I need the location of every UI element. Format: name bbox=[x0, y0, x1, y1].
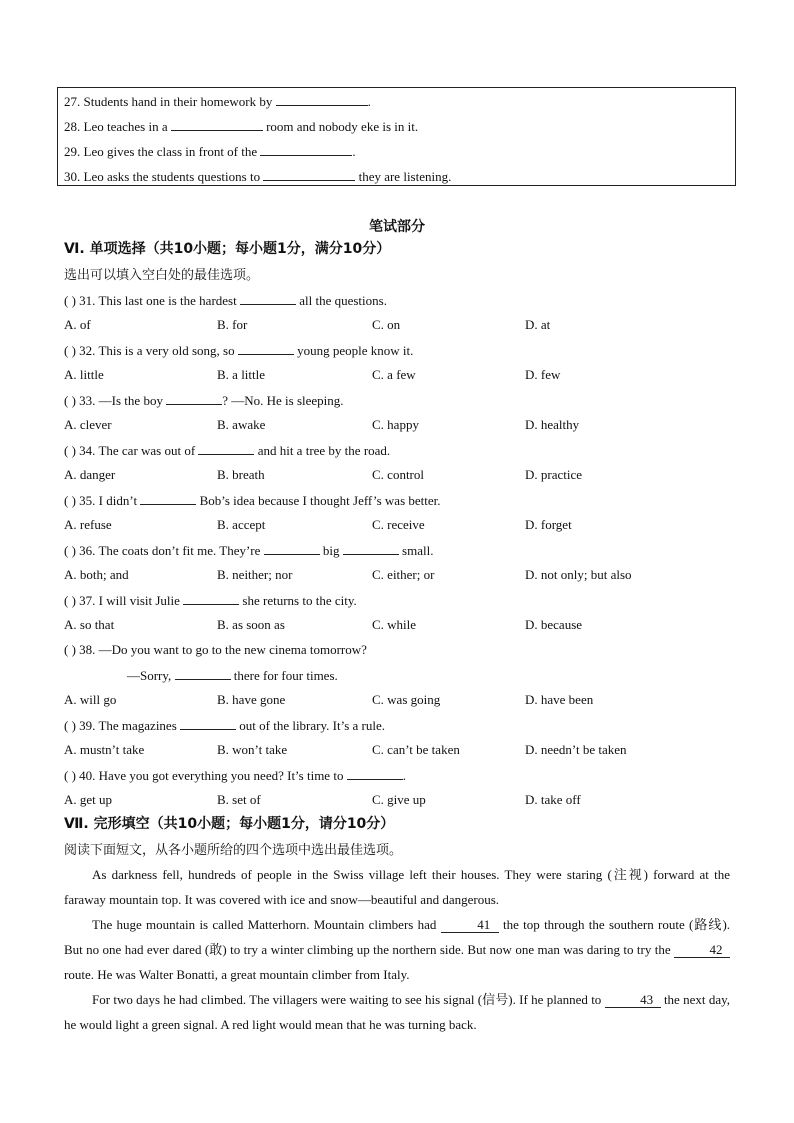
question-37: ( ) 37. I will visit Julie she returns to the city. bbox=[64, 593, 357, 608]
option-d[interactable]: D. because bbox=[525, 617, 583, 632]
option-c[interactable]: C. was going bbox=[372, 692, 441, 707]
option-a[interactable]: A. mustn’t take bbox=[64, 742, 145, 757]
answer-blank[interactable] bbox=[180, 716, 236, 730]
answer-blank[interactable] bbox=[175, 666, 231, 680]
answer-blank[interactable] bbox=[260, 142, 352, 156]
option-d[interactable]: D. healthy bbox=[525, 417, 580, 432]
option-d[interactable]: D. few bbox=[525, 367, 561, 382]
option-a[interactable]: A. little bbox=[64, 367, 104, 382]
option-b[interactable]: B. neither; nor bbox=[217, 567, 293, 582]
question-27: 27. Students hand in their homework by . bbox=[64, 94, 371, 109]
option-b[interactable]: B. have gone bbox=[217, 692, 286, 707]
question-36: ( ) 36. The coats don’t fit me. They’re big small. bbox=[64, 543, 434, 558]
option-b[interactable]: B. breath bbox=[217, 467, 265, 482]
option-a[interactable]: A. will go bbox=[64, 692, 117, 707]
option-c[interactable]: C. on bbox=[372, 317, 401, 332]
cloze-blank-42[interactable]: 42 bbox=[674, 943, 730, 958]
question-35: ( ) 35. I didn’t Bob’s idea because I thought Jeff’s was better. bbox=[64, 493, 441, 508]
option-a[interactable]: A. so that bbox=[64, 617, 115, 632]
answer-blank[interactable] bbox=[171, 117, 263, 131]
option-a[interactable]: A. get up bbox=[64, 792, 113, 807]
option-b[interactable]: B. as soon as bbox=[217, 617, 285, 632]
option-a[interactable]: A. refuse bbox=[64, 517, 112, 532]
question-38: ( ) 38. —Do you want to go to the new cinema tomorrow? bbox=[64, 642, 367, 657]
option-a[interactable]: A. clever bbox=[64, 417, 112, 432]
option-d[interactable]: D. not only; but also bbox=[525, 567, 632, 582]
passage-paragraph-3: For two days he had climbed. The villagers were waiting to see his signal (信号). If he planned to 43 the next day, he would light a green signal. A red light would mean that he was turning back. bbox=[64, 992, 730, 1032]
question-29: 29. Leo gives the class in front of the . bbox=[64, 144, 356, 159]
answer-blank[interactable] bbox=[240, 291, 296, 305]
written-section-heading: 笔试部分 bbox=[369, 219, 425, 235]
option-c[interactable]: C. receive bbox=[372, 517, 425, 532]
answer-blank[interactable] bbox=[183, 591, 239, 605]
option-c[interactable]: C. either; or bbox=[372, 567, 435, 582]
option-b[interactable]: B. accept bbox=[217, 517, 266, 532]
cloze-blank-43[interactable]: 43 bbox=[605, 993, 661, 1008]
question-40: ( ) 40. Have you got everything you need? It’s time to . bbox=[64, 768, 406, 783]
question-30: 30. Leo asks the students questions to they are listening. bbox=[64, 169, 452, 184]
question-32: ( ) 32. This is a very old song, so young people know it. bbox=[64, 343, 414, 358]
section-6-title: Ⅵ. 单项选择（共10小题；每小题1分，满分10分） bbox=[64, 241, 391, 257]
option-a[interactable]: A. of bbox=[64, 317, 91, 332]
listening-answer-box bbox=[57, 87, 736, 186]
option-a[interactable]: A. both; and bbox=[64, 567, 129, 582]
answer-blank[interactable] bbox=[276, 92, 368, 106]
option-c[interactable]: C. control bbox=[372, 467, 424, 482]
option-b[interactable]: B. set of bbox=[217, 792, 261, 807]
answer-blank[interactable] bbox=[263, 167, 355, 181]
option-b[interactable]: B. for bbox=[217, 317, 248, 332]
option-c[interactable]: C. give up bbox=[372, 792, 426, 807]
section-6-instruction: 选出可以填入空白处的最佳选项。 bbox=[64, 267, 260, 282]
answer-blank[interactable] bbox=[238, 341, 294, 355]
option-c[interactable]: C. a few bbox=[372, 367, 416, 382]
option-c[interactable]: C. while bbox=[372, 617, 417, 632]
option-d[interactable]: D. practice bbox=[525, 467, 583, 482]
cloze-blank-41[interactable]: 41 bbox=[441, 918, 499, 933]
option-c[interactable]: C. happy bbox=[372, 417, 419, 432]
question-39: ( ) 39. The magazines out of the library. It’s a rule. bbox=[64, 718, 385, 733]
answer-blank[interactable] bbox=[166, 391, 222, 405]
option-b[interactable]: B. a little bbox=[217, 367, 266, 382]
passage-paragraph-2: The huge mountain is called Matterhorn. Mountain climbers had 41 the top through the southern route (路线). But no one had ever dared (敢) to try a winter climbing up the northern side. But now one man was daring to try the 42 route. He was Walter Bonatti, a great mountain climber from Italy. bbox=[64, 917, 731, 982]
option-a[interactable]: A. danger bbox=[64, 467, 116, 482]
question-38-reply: —Sorry, there for four times. bbox=[127, 668, 338, 683]
option-d[interactable]: D. at bbox=[525, 317, 551, 332]
option-d[interactable]: D. needn’t be taken bbox=[525, 742, 627, 757]
option-d[interactable]: D. take off bbox=[525, 792, 581, 807]
question-33: ( ) 33. —Is the boy ? —No. He is sleeping. bbox=[64, 393, 344, 408]
option-d[interactable]: D. have been bbox=[525, 692, 594, 707]
option-d[interactable]: D. forget bbox=[525, 517, 572, 532]
section-7-instruction: 阅读下面短文，从各小题所给的四个选项中选出最佳选项。 bbox=[64, 842, 403, 857]
answer-blank[interactable] bbox=[198, 441, 254, 455]
option-b[interactable]: B. awake bbox=[217, 417, 266, 432]
question-28: 28. Leo teaches in a room and nobody eke is in it. bbox=[64, 119, 419, 134]
option-b[interactable]: B. won’t take bbox=[217, 742, 288, 757]
option-c[interactable]: C. can’t be taken bbox=[372, 742, 460, 757]
answer-blank[interactable] bbox=[343, 541, 399, 555]
passage-paragraph-1: As darkness fell, hundreds of people in the Swiss village left their houses. They were staring (注视) forward at the faraway mountain top. It was covered with ice and snow—beautiful and dangerous. bbox=[64, 867, 730, 907]
answer-blank[interactable] bbox=[264, 541, 320, 555]
question-31: ( ) 31. This last one is the hardest all the questions. bbox=[64, 293, 387, 308]
answer-blank[interactable] bbox=[140, 491, 196, 505]
section-7-title: Ⅶ. 完形填空（共10小题；每小题1分，请分10分） bbox=[64, 816, 395, 832]
answer-blank[interactable] bbox=[347, 766, 403, 780]
question-34: ( ) 34. The car was out of and hit a tree by the road. bbox=[64, 443, 391, 458]
